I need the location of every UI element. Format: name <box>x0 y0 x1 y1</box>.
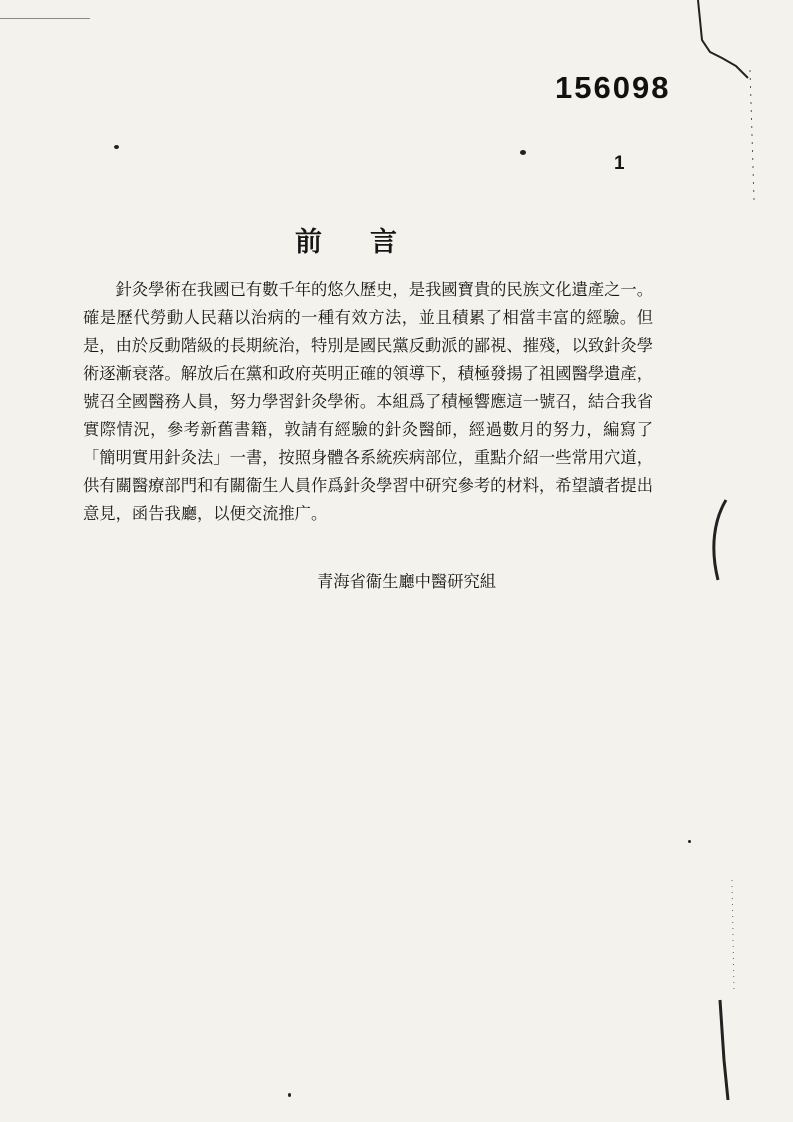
ink-speck <box>288 1093 291 1097</box>
preface-paragraph: 針灸學術在我國已有數千年的悠久歷史，是我國寶貴的民族文化遺產之一。確是歷代勞動人民藉以治病的一種有效方法，並且積累了相當丰富的經驗。但是，由於反動階級的長期統治，特別是國民黨反動派的鄙視、摧殘，以致針灸學術逐漸衰落。解放后在黨和政府英明正確的領導下，積極發揚了祖國醫學遺產，號召全國醫務人員，努力學習針灸學術。本組爲了積極響應這一號召，結合我省實際情況，參考新舊書籍，敦請有經驗的針灸醫師，經過數月的努力，編寫了「簡明實用針灸法」一書，按照身體各系統疾病部位，重點介紹一些常用穴道，供有關醫療部門和有關衞生人員作爲針灸學習中研究參考的材料，希望讀者提出意見，函告我廳，以便交流推广。 <box>83 280 653 523</box>
ink-speck <box>688 840 691 843</box>
top-left-scan-line <box>0 18 90 19</box>
catalog-stamp-number: 156098 <box>555 70 671 105</box>
preface-signature: 青海省衞生廳中醫研究組 <box>316 572 497 591</box>
ink-speck <box>520 150 526 155</box>
right-edge-scan-artifact <box>690 0 793 1122</box>
ink-speck <box>114 145 119 149</box>
preface-body <box>83 276 653 528</box>
page-number: 1 <box>614 153 625 174</box>
preface-title: 前言 <box>295 227 445 258</box>
